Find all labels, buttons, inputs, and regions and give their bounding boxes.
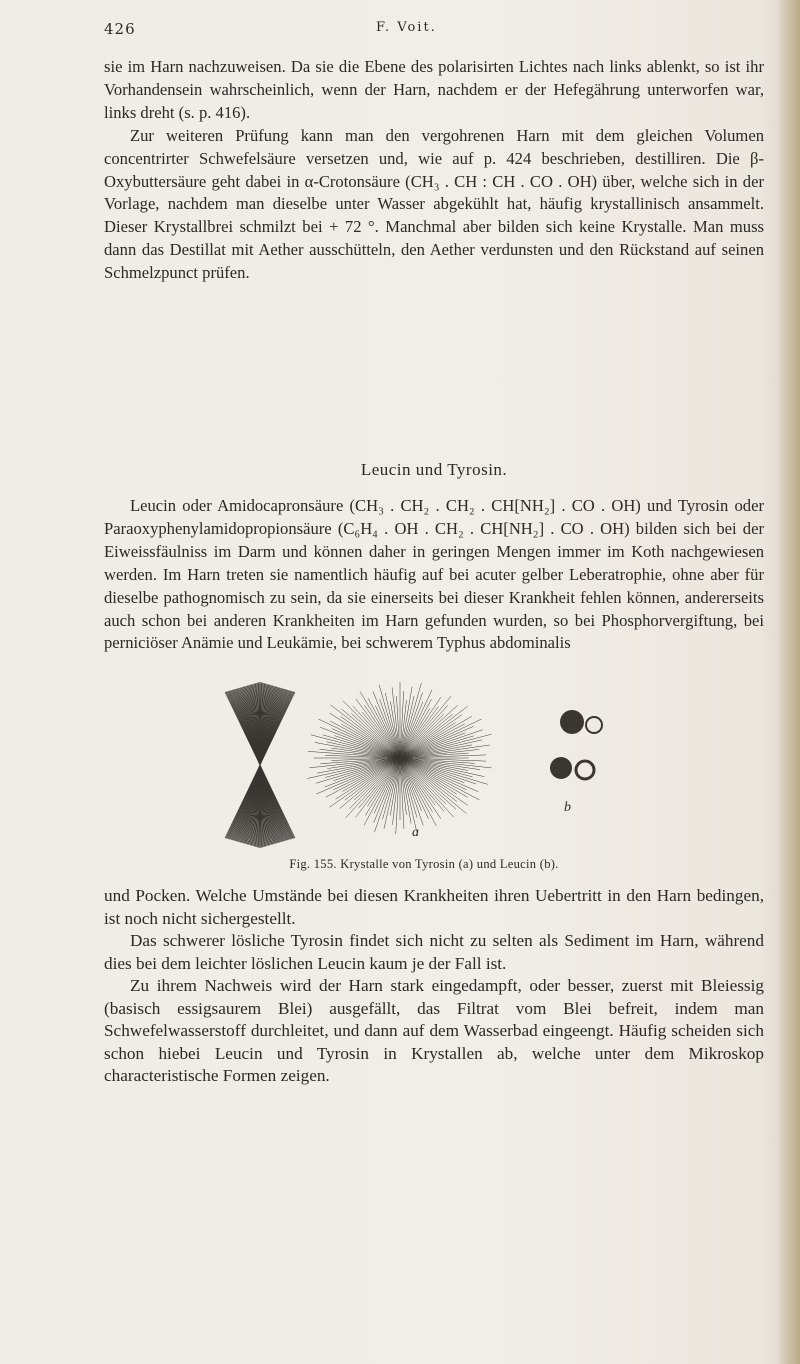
crystal-needle [400, 724, 465, 758]
leucin-sphere [560, 710, 584, 734]
crystal-needle [400, 692, 423, 758]
crystal-needle [308, 751, 400, 758]
figure-caption: Fig. 155. Krystalle von Tyrosin (a) und Leucin (b). [289, 857, 559, 871]
crystal-needle [392, 687, 400, 758]
page-number: 426 [104, 20, 136, 38]
paragraph-5: Das schwerer lösliche Tyrosin findet sich nicht zu selten als Sediment im Harn, während dies bei dem leichter löslichen Leucin kaum je der Fall ist. [104, 931, 764, 973]
page-edge [778, 0, 800, 1364]
running-header [104, 14, 744, 44]
leucin-sphere-ring [576, 761, 594, 779]
crystal-needle [400, 758, 444, 811]
crystal-needle [400, 758, 456, 809]
running-title: F. Voit. [376, 20, 437, 35]
crystal-needle [400, 715, 462, 758]
paragraph-3: Leucin oder Amidocapronsäure (CH₃ . CH₂ . CH₂ . CH[NH₂] . CO . OH) und Tyrosin oder Paraoxyphenylamidopropionsäure (C₆H₄ . OH . CH₂ . CH[NH₂] . CO . OH) bilden sich bei der Eiweissfäulniss im Darm und können daher in geringen Mengen immer im Koth nachgewiesen werden. Im Harn treten sie namentlich häufig auf bei acuter gelber Leberatrophie, ohne aber für dieselbe pathognomisch zu sein, da sie einerseits bei dieser Krankheit fehlen können, andererseits auch schon bei anderen Krankheiten im Harn gefunden wurden, so bei Phosphorvergiftung, bei perniciöser Anämie und Leukämie, bei schwerem Typhus abdominalis [104, 496, 764, 653]
leucin-spheres [550, 710, 602, 779]
paragraph-2: Zur weiteren Prüfung kann man den vergohrenen Harn mit dem gleichen Volumen concentrirter Schwefelsäure versetzen und, wie auf p. 424 beschrieben, destilliren. Die β-Oxybuttersäure geht dabei in α-Crotonsäure (CH₃ . CH : CH . CO . OH) über, welche sich in der Vorlage, nachdem man dieselbe unter Wasser abgekühlt hat, häufig krystallinisch ansammelt. Dieser Krystallbrei schmilzt bei + 72 °. Manchmal aber bilden sich keine Krystalle. Man muss dann das Destillat mit Aether ausschütteln, den Aether verdunsten und den Rückstand auf seinen Schmelzpunct prüfen. [104, 125, 764, 283]
text-block-middle [104, 495, 764, 655]
crystal-needle [320, 727, 400, 758]
tyrosin-crystal-radial [307, 682, 491, 834]
crystal-needle [392, 758, 400, 825]
crystal-needle [351, 714, 400, 758]
crystal-needle [400, 758, 468, 805]
crystal-figure [215, 680, 695, 850]
text-block-top [104, 56, 764, 285]
paragraph-4: und Pocken. Welche Umstände bei diesen Krankheiten ihren Uebertritt in den Harn bedingen, ist noch nicht sichergestellt. [104, 886, 764, 928]
crystal-needle [341, 717, 400, 758]
crystal-needle [326, 758, 400, 797]
crystal-needle [329, 758, 400, 807]
crystal-needle [400, 696, 451, 758]
crystal-needle [379, 685, 400, 758]
figure-label-a: a [412, 825, 419, 840]
paragraph-1: sie im Harn nachzuweisen. Da sie die Ebene des polarisirten Lichtes nach links ablenkt, so ist ihr Vorhandensein wahrscheinlich, wenn der Harn, nachdem er der Hefegährung unterworfen war, links dreht (s. p. 416). [104, 57, 764, 122]
text-block-bottom [104, 885, 764, 1088]
leucin-sphere [550, 757, 572, 779]
crystal-needle [354, 758, 400, 800]
crystal-needle [400, 758, 479, 800]
figure-label-b: b [564, 800, 571, 815]
crystal-needle [330, 721, 400, 758]
paragraph-6: Zu ihrem Nachweis wird der Harn stark eingedampft, oder besser, zuerst mit Bleiessig (basisch essigsaurem Blei) ausgefällt, das Filtrat vom Blei befreit, indem man Schwefelwasserstoff durchleitet, und dann auf dem Wasserbad eingeengt. Häufig scheiden sich schon hiebei Leucin und Tyrosin in Krystallen ab, welche unter dem Mikroskop characteristische Formen zeigen. [104, 976, 764, 1085]
crystal-needle [400, 705, 458, 758]
section-heading: Leucin und Tyrosin. [360, 460, 508, 479]
crystal-needle [307, 758, 400, 778]
crystal-needle [400, 758, 423, 825]
tyrosin-crystal-sheaf-left [225, 682, 295, 848]
leucin-sphere-ring [586, 717, 602, 733]
crystal-needle [374, 758, 400, 832]
